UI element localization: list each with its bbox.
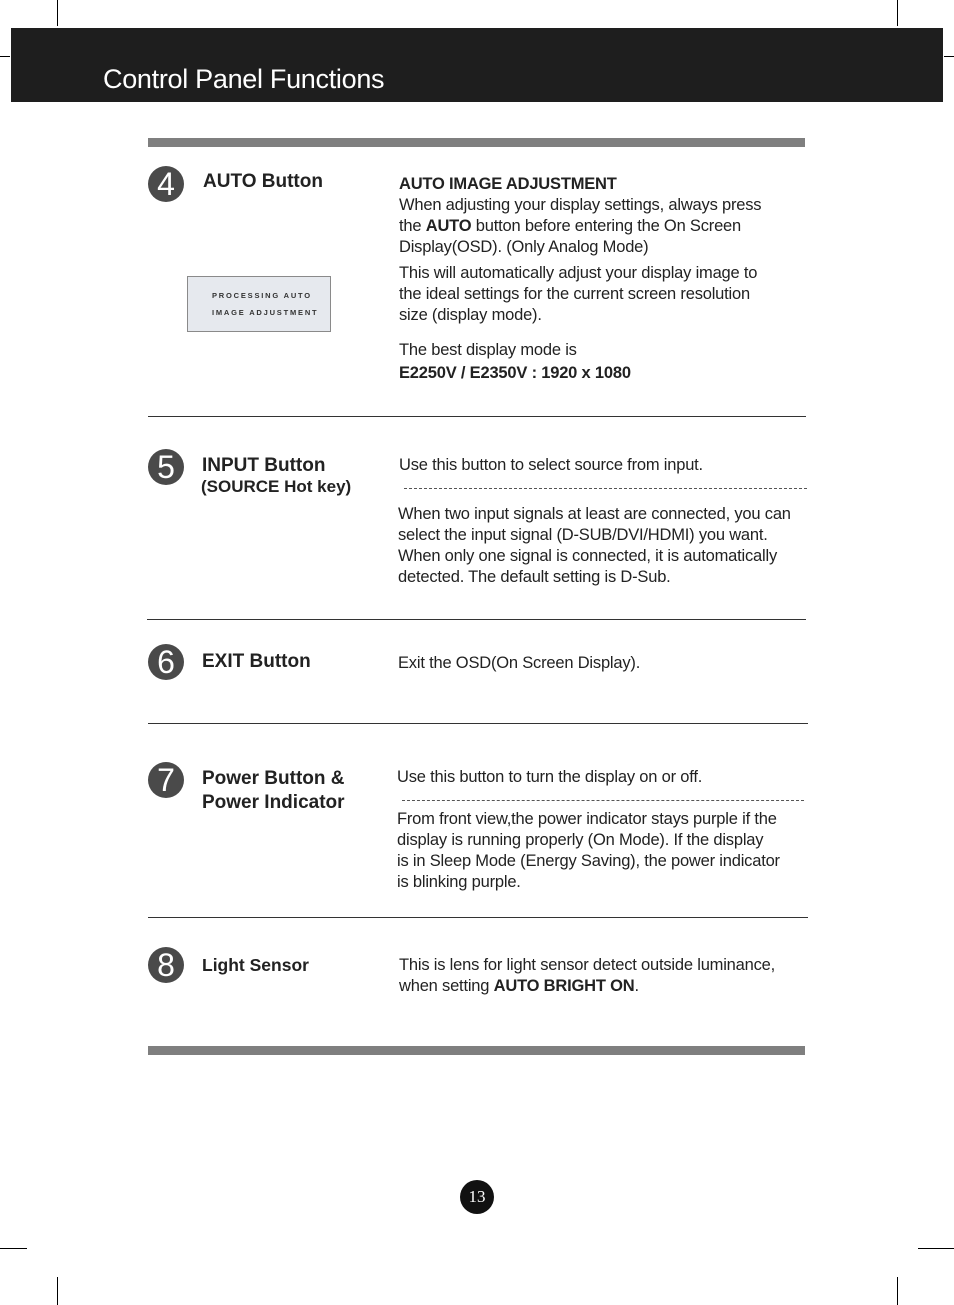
section-number-badge: 5 [148, 449, 184, 485]
section-number-badge: 7 [148, 762, 184, 798]
section-number-badge: 4 [148, 166, 184, 202]
section-number-badge: 6 [148, 644, 184, 680]
section-divider [148, 416, 806, 417]
section-subtitle: (SOURCE Hot key) [201, 477, 352, 496]
dashed-separator [402, 800, 804, 801]
section-description [397, 809, 780, 893]
osd-line: IMAGE ADJUSTMENT [212, 308, 319, 317]
section-description: Use this button to turn the display on or off. [397, 768, 703, 786]
desc-line: detected. The default setting is D-Sub. [398, 568, 671, 586]
crop-mark [897, 0, 898, 26]
desc-line: size (display mode). [399, 306, 542, 324]
section-divider [148, 917, 808, 918]
desc-line: When adjusting your display settings, always press [399, 196, 762, 214]
title-line: Power Indicator [202, 792, 345, 813]
dashed-separator [404, 488, 807, 489]
section-divider [148, 723, 808, 724]
desc-line: the AUTO button before entering the On Screen [399, 217, 742, 235]
section-heading: AUTO IMAGE ADJUSTMENT [399, 175, 617, 193]
top-divider-bar [148, 138, 805, 147]
crop-mark [0, 1248, 27, 1249]
section-title [202, 767, 345, 815]
section-number-badge: 8 [148, 947, 184, 983]
section-title: INPUT Button [202, 455, 326, 476]
section-description [398, 504, 791, 588]
crop-mark [944, 56, 954, 57]
desc-line: This is lens for light sensor detect outside luminance, [399, 956, 776, 974]
section-description [399, 955, 775, 997]
desc-line: The best display mode is [399, 341, 577, 359]
desc-line: When two input signals at least are connected, you can [398, 505, 791, 523]
section-description: Use this button to select source from input. [399, 456, 703, 474]
crop-mark [897, 1277, 898, 1305]
desc-line: Display(OSD). (Only Analog Mode) [399, 238, 649, 256]
desc-line: select the input signal (D-SUB/DVI/HDMI) you want. [398, 526, 768, 544]
page-title: Control Panel Functions [103, 64, 385, 94]
crop-mark [0, 56, 10, 57]
title-line: Power Button & [202, 768, 345, 789]
section-title: AUTO Button [203, 171, 323, 192]
page-number: 13 [460, 1180, 494, 1214]
section-divider [147, 619, 806, 620]
crop-mark [57, 1277, 58, 1305]
desc-line: when setting AUTO BRIGHT ON. [399, 977, 639, 995]
osd-message-box [187, 276, 331, 332]
desc-line: This will automatically adjust your display image to [399, 264, 758, 282]
section-description: Exit the OSD(On Screen Display). [398, 654, 641, 672]
display-mode: E2250V / E2350V : 1920 x 1080 [399, 364, 631, 382]
section-title: EXIT Button [202, 651, 311, 672]
crop-mark [918, 1248, 954, 1249]
crop-mark [57, 0, 58, 26]
section-title: Light Sensor [202, 955, 309, 975]
desc-line: display is running properly (On Mode). If the display [397, 831, 764, 849]
osd-line: PROCESSING AUTO [212, 291, 312, 300]
desc-line: is in Sleep Mode (Energy Saving), the power indicator [397, 852, 780, 870]
header-bar [11, 28, 943, 102]
bottom-divider-bar [148, 1046, 805, 1055]
section-description [399, 174, 761, 384]
desc-line: When only one signal is connected, it is automatically [398, 547, 777, 565]
desc-line: the ideal settings for the current screen resolution [399, 285, 750, 303]
desc-line: is blinking purple. [397, 873, 521, 891]
desc-line: From front view,the power indicator stays purple if the [397, 810, 777, 828]
